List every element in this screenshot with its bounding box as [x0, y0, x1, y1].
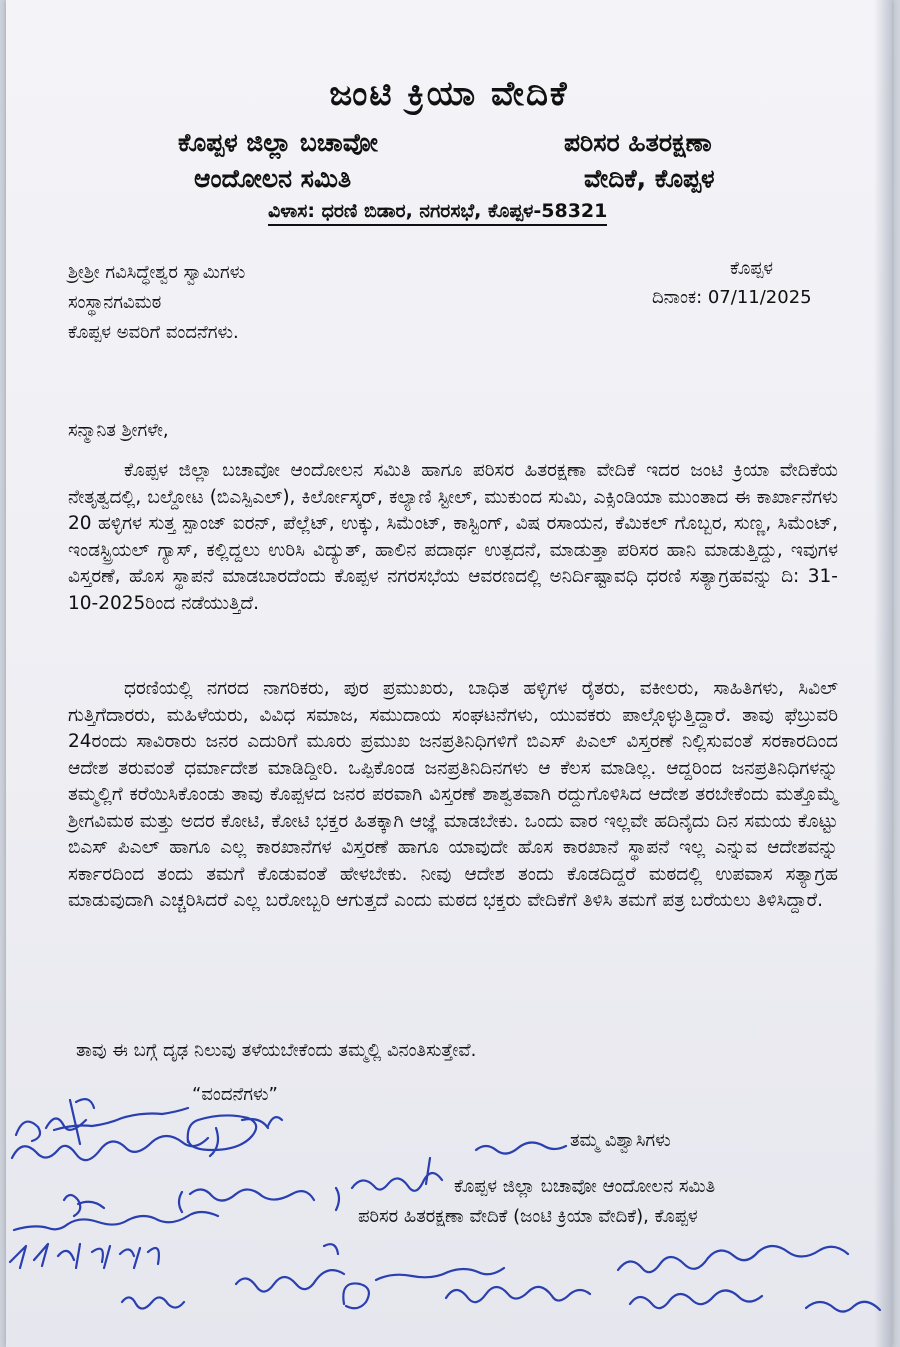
- letter-page: [6, 0, 892, 1347]
- place: ಕೊಪ್ಪಳ: [730, 258, 774, 279]
- signature-13: [630, 1290, 762, 1308]
- signature-11: [352, 1158, 442, 1191]
- signature-5: [14, 1212, 218, 1230]
- org-left-line1: ಕೊಪ್ಪಳ ಜಿಲ್ಲಾ ಬಚಾವೋ: [178, 128, 378, 157]
- signature-3-tail: [268, 1117, 282, 1126]
- signature-3: [188, 1115, 268, 1156]
- recipient-line2: ಸಂಸ್ಥಾನಗವಿಮಠ: [68, 292, 162, 313]
- org-left-line2: ಆಂದೋಲನ ಸಮಿತಿ: [194, 164, 352, 193]
- paragraph-2: [68, 676, 838, 915]
- signature-7: [122, 1297, 184, 1308]
- signature-6: [10, 1244, 159, 1268]
- greetings: “ವಂದನೆಗಳು”: [192, 1084, 278, 1105]
- closing-org-line1: ಕೊಪ್ಪಳ ಜಿಲ್ಲಾ ಬಚಾವೋ ಆಂದೋಲನ ಸಮಿತಿ: [454, 1176, 716, 1197]
- org-right-line1: ಪರಿಸರ ಹಿತರಕ್ಷಣಾ: [564, 128, 712, 157]
- request-line: ತಾವು ಈ ಬಗ್ಗೆ ದೃಢ ನಿಲುವು ತಳೆಯಬೇಕೆಂದು ತಮ್ಮಲ್ಲಿ ವಿನಂತಿಸುತ್ತೇವೆ.: [76, 1040, 477, 1061]
- page-edge-shadow: [874, 0, 892, 1347]
- letterhead-title: ಜಂಟಿ ಕ್ರಿಯಾ ವೇದಿಕೆ: [329, 74, 569, 114]
- closing-yours: ತಮ್ಮ ವಿಶ್ವಾಸಿಗಳು: [570, 1130, 671, 1151]
- signature-4: [179, 1188, 339, 1212]
- closing-org-line2: ಪರಿಸರ ಹಿತರಕ್ಷಣಾ ವೇದಿಕೆ (ಜಂಟಿ ಕ್ರಿಯಾ ವೇದಿಕೆ), ಕೊಪ್ಪಳ: [358, 1206, 698, 1227]
- signature-5-b: [64, 1195, 104, 1216]
- letterhead-address: ವಿಳಾಸ: ಧರಣಿ ಬಿಡಾರ, ನಗರಸಭೆ, ಕೊಪ್ಪಳ-58321: [268, 200, 607, 226]
- paragraph-1: [68, 458, 838, 617]
- signature-8: [236, 1244, 344, 1291]
- signature-10: [446, 1287, 590, 1302]
- paragraph-2-text: ಧರಣಿಯಲ್ಲಿ ನಗರದ ನಾಗರಿಕರು, ಪುರ ಪ್ರಮುಖರು, ಬಾಧಿತ ಹಳ್ಳಿಗಳ ರೈತರು, ವಕೀಲರು, ಸಾಹಿತಿಗಳು, ಸಿವಿಲ್ ಗುತ್ತಿಗೆದಾರರು, ಮಹಿಳೆಯರು, ವಿವಿಧ ಸಮಾಜ, ಸಮುದಾಯ ಸಂಘಟನೆಗಳು, ಯುವಕರು ಪಾಲ್ಗೊಳ್ಳುತ್ತಿದ್ದಾರೆ. ತಾವು ಫೆಬ್ರುವರಿ 24ರಂದು ಸಾವಿರಾರು ಜನರ ಎದುರಿಗೆ ಮೂರು ಪ್ರಮುಖ ಜನಪ್ರತಿನಿಧಿಗಳಿಗೆ ಬಿಎಸ್ ಪಿಎಲ್ ವಿಸ್ತರಣೆ ನಿಲ್ಲಿಸುವಂತೆ ಸರಕಾರದಿಂದ ಆದೇಶ ತರುವಂತೆ ಧರ್ಮಾದೇಶ ಮಾಡಿದ್ದೀರಿ. ಒಪ್ಪಿಕೊಂಡ ಜನಪ್ರತಿನಿದಿನಗಳು ಆ ಕೆಲಸ ಮಾಡಿಲ್ಲ. ಆದ್ದರಿಂದ ಜನಪ್ರತಿನಿಧಿಗಳನ್ನು ತಮ್ಮಲ್ಲಿಗೆ ಕರೆಯಿಸಿಕೊಂಡು ತಾವು ಕೊಪ್ಪಳದ ಜನರ ಪರವಾಗಿ ವಿಸ್ತರಣೆ ಶಾಶ್ವತವಾಗಿ ರದ್ದುಗೊಳಿಸಿದ ಆದೇಶ ತರಬೇಕೆಂದು ಮತ್ತೊಮ್ಮೆ ಶ್ರೀಗವಿಮಠ ಮತ್ತು ಅದರ ಕೋಟಿ, ಕೋಟಿ ಭಕ್ತರ ಹಿತಕ್ಕಾಗಿ ಆಜ್ಞೆ ಮಾಡಬೇಕು. ಒಂದು ವಾರ ಇಲ್ಲವೇ ಹದಿನೈದು ದಿನ ಸಮಯ ಕೊಟ್ಟು ಬಿಎಸ್ ಪಿಎಲ್ ಹಾಗೂ ಎಲ್ಲ ಕಾರಖಾನೆಗಳ ವಿಸ್ತರಣೆ ಹಾಗೂ ಯಾವುದೇ ಹೊಸ ಕಾರಖಾನೆ ಸ್ಥಾಪನೆ ಇಲ್ಲ ಎನ್ನುವ ಆದೇಶವನ್ನು ಸರ್ಕಾರದಿಂದ ತಂದು ತಮಗೆ ಕೊಡುವಂತೆ ಹೇಳಬೇಕು. ನೀವು ಆದೇಶ ತಂದು ಕೊಡದಿದ್ದರೆ ಮಠದಲ್ಲಿ ಉಪವಾಸ ಸತ್ಯಾಗ್ರಹ ಮಾಡುವುದಾಗಿ ಎಚ್ಚರಿಸಿದರೆ ಎಲ್ಲ ಬರೋಬ್ಬರಿ ಆಗುತ್ತದೆ ಎಂದು ಮಠದ ಭಕ್ತರು ವೇದಿಕೆಗೆ ತಿಳಿಸಿ ತಮಗೆ ಪತ್ರ ಬರೆಯಲು ತಿಳಿಸಿದ್ದಾರೆ.: [68, 678, 838, 911]
- signature-2: [12, 1136, 208, 1160]
- signature-12: [618, 1246, 848, 1272]
- signature-13-b: [806, 1302, 880, 1312]
- paragraph-1-text: ಕೊಪ್ಪಳ ಜಿಲ್ಲಾ ಬಚಾವೋ ಆಂದೋಲನ ಸಮಿತಿ ಹಾಗೂ ಪರಿಸರ ಹಿತರಕ್ಷಣಾ ವೇದಿಕೆ ಇದರ ಜಂಟಿ ಕ್ರಿಯಾ ವೇದಿಕೆಯ ನೇತೃತ್ವದಲ್ಲಿ, ಬಲ್ದೋಟ (ಬಿಎಸ್ಪಿಎಲ್), ಕಿರ್ಲೋಸ್ಕರ್, ಕಲ್ಯಾಣಿ ಸ್ಟೀಲ್, ಮುಕುಂದ ಸುಮಿ, ಎಕ್ಸಿಂಡಿಯಾ ಮುಂತಾದ ಈ ಕಾರ್ಖಾನೆಗಳು 20 ಹಳ್ಳಿಗಳ ಸುತ್ತ ಸ್ಪಾಂಜ್ ಐರನ್, ಪೆಲ್ಲೆಟ್, ಉಕ್ಕು, ಸಿಮೆಂಟ್, ಕಾಸ್ಟಿಂಗ್, ವಿಷ ರಸಾಯನ, ಕೆಮಿಕಲ್ ಗೊಬ್ಬರ, ಸುಣ್ಣ, ಸಿಮೆಂಟ್, ಇಂಡಸ್ಟ್ರಿಯಲ್ ಗ್ಯಾಸ್, ಕಲ್ಲಿದ್ದಲು ಉರಿಸಿ ವಿದ್ಯುತ್, ಹಾಲಿನ ಪದಾರ್ಥ ಉತ್ಪದನೆ, ಮಾಡುತ್ತಾ ಪರಿಸರ ಹಾನಿ ಮಾಡುತ್ತಿದ್ದು, ಇವುಗಳ ವಿಸ್ತರಣೆ, ಹೊಸ ಸ್ಥಾಪನೆ ಮಾಡಬಾರದೆಂದು ಕೊಪ್ಪಳ ನಗರಸಭೆಯ ಆವರಣದಲ್ಲಿ ಅನಿರ್ದಿಷ್ಟಾವಧಿ ಧರಣಿ ಸತ್ಯಾಗ್ರಹವನ್ನು ದಿ: 31-10-2025ರಿಂದ ನಡೆಯುತ್ತಿದೆ.: [68, 460, 838, 614]
- salutation: ಸನ್ಮಾನಿತ ಶ್ರೀಗಳೇ,: [68, 420, 169, 441]
- handwritten-signatures: [6, 1080, 892, 1347]
- org-right-line2: ವೇದಿಕೆ, ಕೊಪ್ಪಳ: [584, 164, 715, 193]
- signature-11-b: [476, 1142, 566, 1153]
- signature-9: [343, 1268, 504, 1308]
- signature-1: [16, 1099, 94, 1144]
- recipient-line3: ಕೊಪ್ಪಳ ಅವರಿಗೆ ವಂದನೆಗಳು.: [68, 322, 239, 343]
- date: ದಿನಾಂಕ: 07/11/2025: [652, 287, 812, 308]
- recipient-line1: ಶ್ರೀಶ್ರೀ ಗವಿಸಿದ್ಧೇಶ್ವರ ಸ್ವಾಮಿಗಳು: [68, 262, 246, 283]
